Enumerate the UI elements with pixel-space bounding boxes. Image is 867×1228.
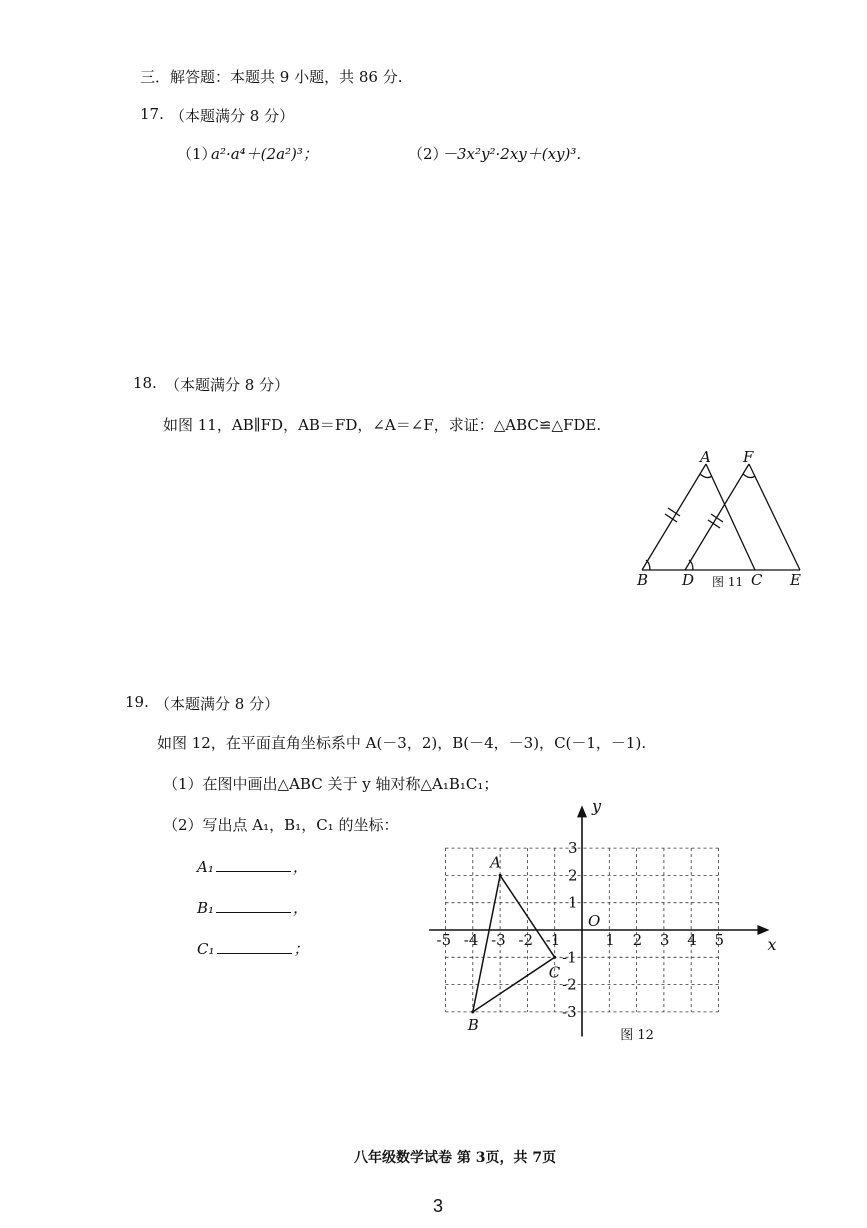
point-label-c: C: [548, 963, 561, 982]
point-label-a: A: [490, 853, 501, 872]
answer-end-c1: ；: [293, 940, 309, 958]
y-tick-label: 2: [568, 866, 578, 885]
label-e: E: [790, 571, 801, 589]
x-tick-label: 2: [632, 931, 643, 949]
y-tick-label: -1: [562, 948, 577, 967]
answer-blank-a1[interactable]: [216, 856, 291, 872]
q19-part1: （1）在图中画出△ABC 关于 y 轴对称△A₁B₁C₁；: [163, 775, 499, 793]
x-tick-label: -3: [491, 931, 506, 949]
answer-line-a1: [197, 856, 308, 877]
y-axis-arrow: [577, 805, 587, 817]
q18-number: 18.: [133, 374, 157, 392]
segment-ac: [706, 464, 755, 570]
tick-df-2: [711, 514, 723, 522]
point-label-b: B: [467, 1015, 479, 1034]
x-tick-label: 4: [687, 931, 697, 949]
q19-points: （本题满分 8 分）: [155, 695, 280, 713]
figure-11-caption: 图 11: [712, 575, 744, 589]
y-tick-label: -3: [562, 1002, 577, 1021]
q18-statement: 如图 11，AB∥FD，AB＝FD，∠A＝∠F，求证：△ABC≌△FDE.: [163, 416, 602, 434]
label-c: C: [751, 571, 763, 589]
y-tick-label: 1: [568, 893, 578, 912]
label-b: B: [637, 571, 649, 589]
answer-label-a1: A₁: [197, 858, 214, 876]
point-b: [471, 1010, 474, 1013]
q17-points: （本题满分 8 分）: [170, 107, 295, 125]
point-c: [553, 956, 556, 959]
answer-line-b1: [197, 897, 308, 918]
label-f: F: [743, 448, 754, 466]
answer-label-c1: C₁: [197, 940, 215, 958]
x-axis-label: x: [767, 935, 777, 954]
triangle-outline: [473, 875, 555, 1012]
y-tick-label: 3: [568, 839, 578, 858]
q19-number: 19.: [125, 693, 149, 711]
q17-part1-label: （1）: [177, 145, 217, 163]
angle-f-arc: [743, 474, 755, 478]
point-a: [499, 874, 502, 877]
y-axis-label: y: [592, 796, 602, 816]
answer-blank-b1[interactable]: [216, 897, 291, 913]
page-footer: 八年级数学试卷 第 3页，共 7页: [354, 1150, 557, 1166]
section-heading: 三．解答题：本题共 9 小题，共 86 分.: [140, 68, 403, 86]
origin-label: O: [588, 912, 601, 930]
answer-label-b1: B₁: [197, 899, 215, 917]
q18-points: （本题满分 8 分）: [165, 376, 290, 394]
label-a: A: [700, 448, 711, 466]
figure-11: [630, 440, 820, 600]
q19-statement: 如图 12，在平面直角坐标系中 A(－3，2)，B(－4，－3)，C(－1，－1).: [157, 734, 647, 752]
segment-ab: [642, 464, 706, 570]
x-axis-arrow: [757, 925, 769, 935]
figure-12: [436, 796, 788, 1080]
axes: [429, 796, 776, 1036]
x-tick-label: -4: [463, 931, 479, 949]
page-number: 3: [433, 1196, 444, 1216]
y-tick-label: -2: [562, 975, 577, 994]
x-tick-label: -5: [436, 931, 452, 949]
q19-part2: （2）写出点 A₁，B₁，C₁ 的坐标：: [163, 816, 399, 834]
figure-12-caption: 图 12: [620, 1028, 654, 1044]
answer-blank-c1[interactable]: [217, 938, 292, 954]
x-tick-label: 1: [605, 931, 615, 949]
x-tick-label: 3: [659, 931, 670, 949]
q17-part2-label: （2）: [408, 145, 448, 163]
answer-line-c1: [197, 938, 309, 959]
segment-df: [685, 464, 749, 570]
label-d: D: [682, 571, 695, 589]
q17-part1-expr: a²·a⁴＋(2a²)³；: [211, 145, 318, 163]
answer-end-a1: ，: [292, 858, 308, 876]
q17-number: 17.: [140, 105, 164, 123]
x-tick-label: 5: [714, 931, 725, 949]
x-tick-label: -1: [545, 931, 561, 949]
answer-end-b1: ，: [293, 899, 309, 917]
x-tick-label: -2: [518, 931, 534, 949]
segment-fe: [749, 464, 800, 570]
q17-part2-expr: －3x²y²·2xy＋(xy)³.: [442, 145, 582, 163]
